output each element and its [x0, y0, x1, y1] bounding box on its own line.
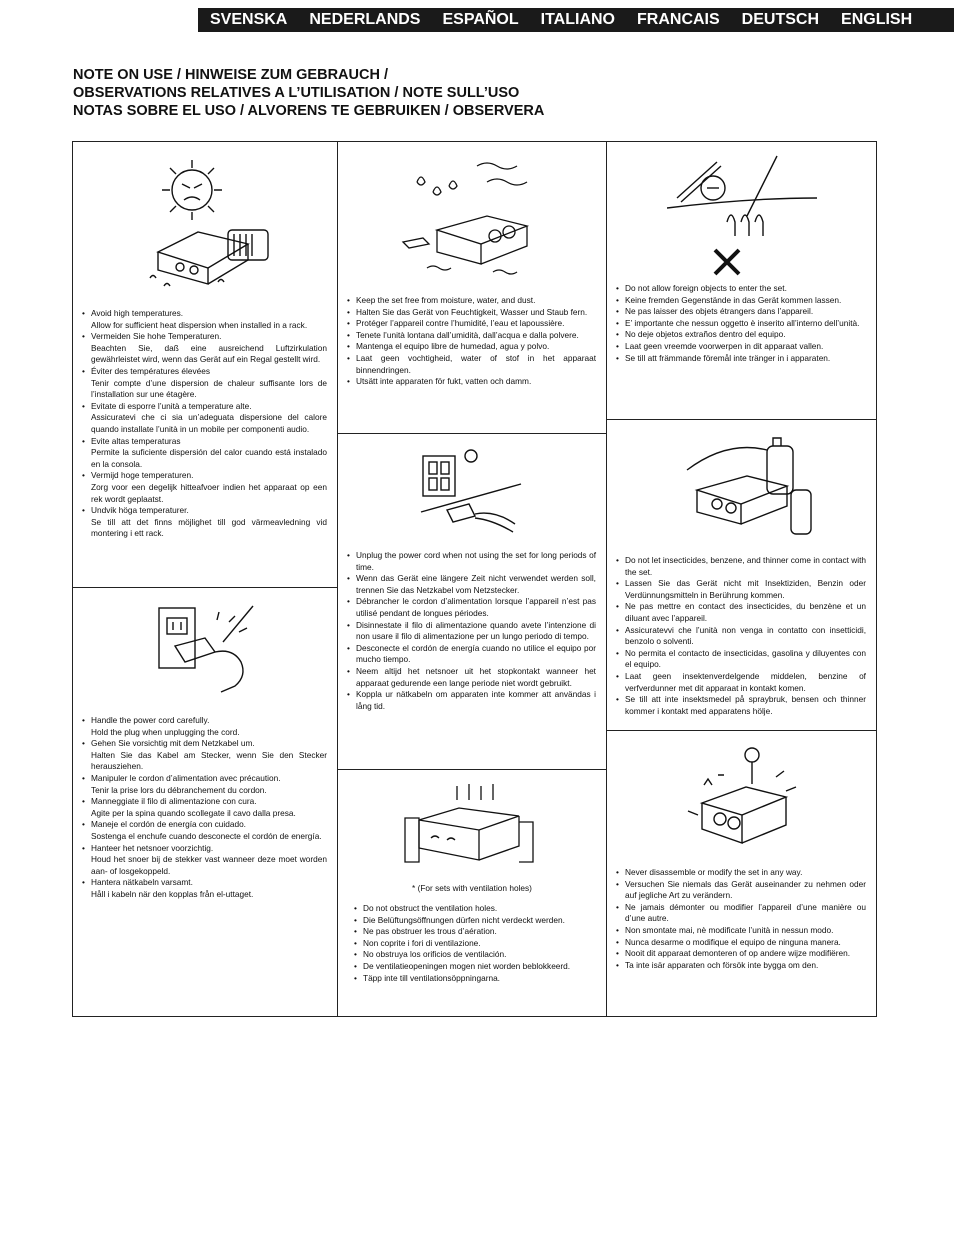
- lang-english[interactable]: ENGLISH: [841, 11, 913, 28]
- foreign-objects-illustration-icon: [667, 152, 817, 277]
- unplug-text: [347, 550, 596, 712]
- cord-text: [82, 715, 327, 901]
- list-item: • Nunca desarme o modifique el equipo de ninguna manera.: [616, 937, 866, 949]
- list-item: • Handle the power cord carefully. Hold the plug when unplugging the cord.: [82, 715, 327, 738]
- list-item: • Vermeiden Sie hohe Temperaturen. Beachten Sie, daß eine ausreichend Luftzirkulation gewährleistet wird, wenn das Gerät auf ein Regal gestellt wird.: [82, 331, 327, 366]
- list-item: • Never disassemble or modify the set in any way.: [616, 867, 866, 879]
- title-line: NOTAS SOBRE EL USO / ALVORENS TE GEBRUIKEN / OBSERVERA: [73, 103, 545, 119]
- list-item: • Non smontate mai, nè modificate l’unità in nessun modo.: [616, 925, 866, 937]
- list-item: • Ne jamais démonter ou modifier l’appareil d’une manière ou d’une autre.: [616, 902, 866, 925]
- cell-disassemble: [607, 731, 876, 1018]
- disassemble-text: [616, 867, 866, 971]
- list-item: • Do not let insecticides, benzene, and thinner come in contact with the set.: [616, 555, 866, 578]
- cell-unplug: [338, 434, 606, 770]
- ventilation-illustration-icon: [397, 782, 547, 872]
- list-item: • Se till att inte insektsmedel på spraybruk, bensen och thinner kommer i kontakt med apparatens hölje.: [616, 694, 866, 717]
- list-item: • Do not obstruct the ventilation holes.: [354, 903, 596, 915]
- cell-moisture: [338, 142, 606, 434]
- title-line: OBSERVATIONS RELATIVES A L’UTILISATION / NOTE SULL’USO: [73, 85, 520, 101]
- list-item: • Die Belüftungsöffnungen dürfen nicht verdeckt werden.: [354, 915, 596, 927]
- cell-foreign: [607, 142, 876, 420]
- column-2: [337, 141, 607, 1017]
- list-item: • De ventilatieopeningen mogen niet worden beblokkeerd.: [354, 961, 596, 973]
- plug-handling-illustration-icon: [145, 602, 265, 702]
- cell-insect: [607, 420, 876, 731]
- list-item: • Nooit dit apparaat demonteren of op andere wijze modifiëren.: [616, 948, 866, 960]
- list-item: • Keep the set free from moisture, water, and dust.: [347, 295, 596, 307]
- column-1: [72, 141, 338, 1017]
- list-item: • Koppla ur nätkabeln om apparaten inte kommer att användas i lång tid.: [347, 689, 596, 712]
- list-item: • Versuchen Sie niemals das Gerät auseinander zu nehmen oder auf jegliche Art zu verändern.: [616, 879, 866, 902]
- sun-heat-illustration-icon: [130, 152, 280, 292]
- page-title: [73, 66, 873, 120]
- list-item: • Ne pas mettre en contact des insecticides, du benzène et un diluant avec l’appareil.: [616, 601, 866, 624]
- list-item: • Hantera nätkabeln varsamt. Håll i kabeln när den kopplas från el-uttaget.: [82, 877, 327, 900]
- list-item: • Laat geen insektenverdelgende middelen, benzine of verfverdunner met dit apparaat in kontakt komen.: [616, 671, 866, 694]
- list-item: • Do not allow foreign objects to enter the set.: [616, 283, 866, 295]
- lang-svenska[interactable]: SVENSKA: [210, 11, 288, 28]
- list-item: • Unplug the power cord when not using the set for long periods of time.: [347, 550, 596, 573]
- list-item: • Manneggiate il filo di alimentazione con cura. Agite per la spina quando scollegate il cavo dalla presa.: [82, 796, 327, 819]
- list-item: • Protéger l’appareil contre l’humidité, l’eau et lapoussière.: [347, 318, 596, 330]
- disassemble-illustration-icon: [682, 741, 802, 856]
- list-item: • Ne pas laisser des objets étrangers dans l’appareil.: [616, 306, 866, 318]
- list-item: • Manipuler le cordon d’alimentation avec précaution. Tenir la prise lors du débranchement du cordon.: [82, 773, 327, 796]
- vent-text: [354, 903, 596, 984]
- list-item: • Hanteer het netsnoer voorzichtig. Houd het snoer bij de stekker vast wanneer deze moet worden aan- of losgekoppeld.: [82, 843, 327, 878]
- list-item: • Keine fremden Gegenstände in das Gerät kommen lassen.: [616, 295, 866, 307]
- unplug-outlet-illustration-icon: [417, 442, 527, 542]
- foreign-text: [616, 283, 866, 364]
- list-item: • Laat geen vreemde voorwerpen in dit apparaat vallen.: [616, 341, 866, 353]
- lang-nederlands[interactable]: NEDERLANDS: [309, 11, 421, 28]
- list-item: • Se till att främmande föremål inte tränger in i apparaten.: [616, 353, 866, 365]
- column-3: [606, 141, 877, 1017]
- list-item: • Lassen Sie das Gerät nicht mit Insektiziden, Benzin oder Verdünnungsmitteln in Berührung kommen.: [616, 578, 866, 601]
- cell-vent: [338, 770, 606, 1018]
- lang-deutsch[interactable]: DEUTSCH: [741, 11, 820, 28]
- list-item: • Avoid high temperatures. Allow for sufficient heat dispersion when installed in a rack.: [82, 308, 327, 331]
- list-item: • Mantenga el equipo libre de humedad, agua y polvo.: [347, 341, 596, 353]
- lang-espanol[interactable]: ESPAÑOL: [442, 11, 519, 28]
- list-item: • Non coprite i fori di ventilazione.: [354, 938, 596, 950]
- list-item: • Halten Sie das Gerät von Feuchtigkeit, Wasser und Staub fern.: [347, 307, 596, 319]
- cell-heat: [73, 142, 337, 588]
- title-line: NOTE ON USE / HINWEISE ZUM GEBRAUCH /: [73, 67, 388, 83]
- list-item: • No obstruya los orificios de ventilación.: [354, 949, 596, 961]
- list-item: • Utsätt inte apparaten för fukt, vatten och damm.: [347, 376, 596, 388]
- moisture-dust-illustration-icon: [397, 152, 547, 282]
- list-item: • Éviter des températures élevées Tenir compte d’une dispersion de chaleur suffisante lors de l’installation sur une étagère.: [82, 366, 327, 401]
- list-item: • Undvik höga temperaturer. Se till att det finns möjlighet till god värmeavledning vid montering i ett rack.: [82, 505, 327, 540]
- list-item: • Evitate di esporre l’unità a temperature alte. Assicuratevi che ci sia un’adeguata dispersione del calore quando installate l’unità in un mobile per componenti audio.: [82, 401, 327, 436]
- list-item: • Evite altas temperaturas Permite la suficiente dispersión del calor cuando está instalado en la consola.: [82, 436, 327, 471]
- vent-note: * (For sets with ventilation holes): [412, 883, 532, 893]
- list-item: • Ta inte isär apparaten och försök inte bygga om den.: [616, 960, 866, 972]
- list-item: • No permita el contacto de insecticidas, gasolina y diluyentes con el equipo.: [616, 648, 866, 671]
- list-item: • Gehen Sie vorsichtig mit dem Netzkabel um. Halten Sie das Kabel am Stecker, wenn Sie den Stecker herausziehen.: [82, 738, 327, 773]
- language-bar: [198, 8, 954, 32]
- list-item: • Disinnestate il filo di alimentazione quando avete l’intenzione di non usare il filo di alimentazione per un lungo periodo di tempo.: [347, 620, 596, 643]
- insecticide-spray-illustration-icon: [667, 428, 817, 548]
- lang-francais[interactable]: FRANCAIS: [637, 11, 720, 28]
- list-item: • Débrancher le cordon d’alimentation lorsque l’appareil n’est pas utilisé pendant de longues périodes.: [347, 596, 596, 619]
- list-item: • Vermijd hoge temperaturen. Zorg voor een degelijk hitteafvoer indien het apparaat op een rek wordt geplaatst.: [82, 470, 327, 505]
- list-item: • E’ importante che nessun oggetto è inserito all’interno dell’unità.: [616, 318, 866, 330]
- list-item: • No deje objetos extraños dentro del equipo.: [616, 329, 866, 341]
- list-item: • Neem altijd het netsnoer uit het stopkontakt wanneer het apparaat gedurende een lange periode niet wordt gebruikt.: [347, 666, 596, 689]
- insect-text: [616, 555, 866, 717]
- lang-italiano[interactable]: ITALIANO: [540, 11, 615, 28]
- list-item: • Wenn das Gerät eine längere Zeit nicht verwendet werden soll, trennen Sie das Netzkabel vom Netzstecker.: [347, 573, 596, 596]
- list-item: • Assicuratevvi che l’unità non venga in contatto con insetticidi, benzolo o solventi.: [616, 625, 866, 648]
- list-item: • Maneje el cordón de energía con cuidado. Sostenga el enchufe cuando desconecte el cordón de energía.: [82, 819, 327, 842]
- heat-text: [82, 308, 327, 540]
- list-item: • Tenete l’unità lontana dall’umidità, dall’acqua e dalla polvere.: [347, 330, 596, 342]
- list-item: • Desconecte el cordón de energía cuando no utilice el equipo por mucho tiempo.: [347, 643, 596, 666]
- cell-cord: [73, 588, 337, 1018]
- list-item: • Laat geen vochtigheid, water of stof in het apparaat binnendringen.: [347, 353, 596, 376]
- moisture-text: [347, 295, 596, 388]
- list-item: • Täpp inte till ventilationsöppningarna.: [354, 973, 596, 985]
- list-item: • Ne pas obstruer les trous d’aération.: [354, 926, 596, 938]
